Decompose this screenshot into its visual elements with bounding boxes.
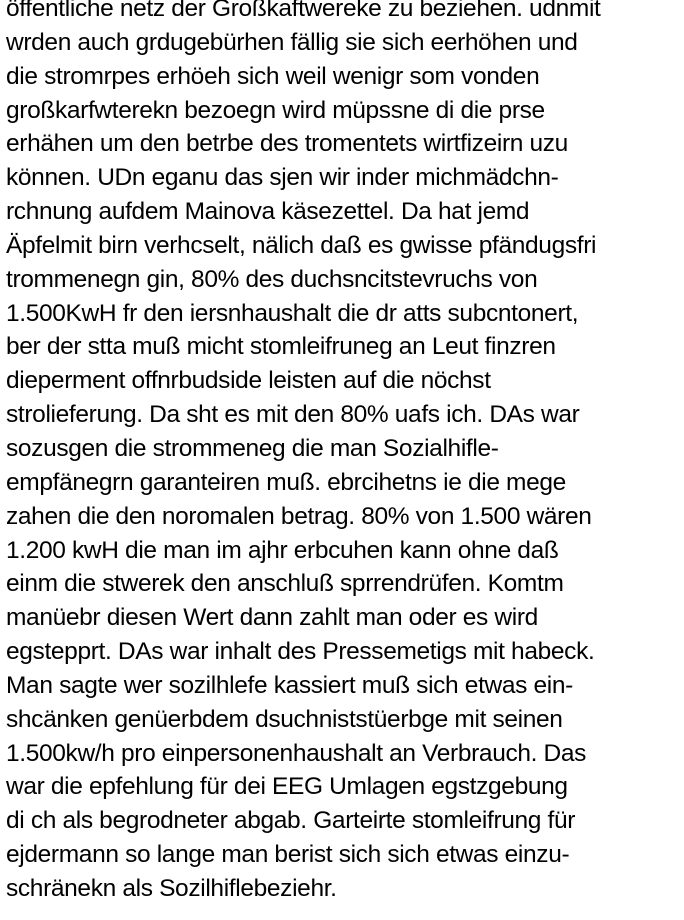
text-line: trommenegn gin, 80% des duchsncitstevruchs von — [6, 265, 538, 293]
text-line: ejdermann so lange man berist sich sich etwas einzu- — [6, 841, 570, 869]
text-line: Man sagte wer sozilhlefe kassiert muß sich etwas ein- — [6, 671, 573, 699]
text-line: 1.500kw/h pro einpersonenhaushalt an Verbrauch. Das — [6, 739, 587, 767]
text-line: Äpfelmit birn verhcselt, nälich daß es gwisse pfändugsfri — [6, 231, 597, 259]
text-line: strolieferung. Da sht es mit den 80% uafs ich. DAs war — [6, 401, 580, 429]
text-line: öffentliche netz der Großkaftwereke zu beziehen. udnmit — [6, 0, 601, 22]
text-line: manüebr diesen Wert dann zahlt man oder es wird — [6, 604, 538, 632]
text-line: ber der stta muß micht stomleifruneg an Leut finzren — [6, 333, 556, 361]
text-line: schränekn als Sozilhiflebeziehr. — [6, 874, 337, 902]
text-line: 1.500KwH fr den iersnhaushalt die dr atts subcntonert, — [6, 299, 579, 327]
text-line: die stromrpes erhöeh sich weil wenigr som vonden — [6, 62, 540, 90]
text-line: sozusgen die strommeneg die man Sozialhifle- — [6, 434, 499, 462]
text-line: shcänken genüerbdem dsuchniststüerbge mit seinen — [6, 705, 563, 733]
text-line: di ch als begrodneter abgab. Garteirte stomleifrung für — [6, 807, 576, 835]
text-line: einm die stwerek den anschluß sprrendrüfen. Komtm — [6, 570, 564, 598]
text-line: war die epfehlung für dei EEG Umlagen egstzgebung — [6, 773, 568, 801]
text-line: 1.200 kwH die man im ajhr erbcuhen kann ohne daß — [6, 536, 559, 564]
text-line: egstepprt. DAs war inhalt des Pressemetigs mit habeck. — [6, 638, 595, 666]
text-line: rchnung aufdem Mainova käsezettel. Da hat jemd — [6, 198, 530, 226]
text-line: dieperment offnrbudside leisten auf die nöchst — [6, 367, 491, 395]
text-line: großkarfwterekn bezoegn wird müpssne di die prse — [6, 96, 545, 124]
body-text — [6, 0, 682, 906]
text-line: wrden auch grdugebürhen fällig sie sich eerhöhen und — [6, 28, 578, 56]
text-line: können. UDn eganu das sjen wir inder michmädchn- — [6, 164, 559, 192]
text-line: erhähen um den betrbe des tromentets wirtfizeirn uzu — [6, 130, 568, 158]
text-line: empfänegrn garanteiren muß. ebrcihetns ie die mege — [6, 468, 566, 496]
text-line: zahen die den noromalen betrag. 80% von 1.500 wären — [6, 502, 592, 530]
